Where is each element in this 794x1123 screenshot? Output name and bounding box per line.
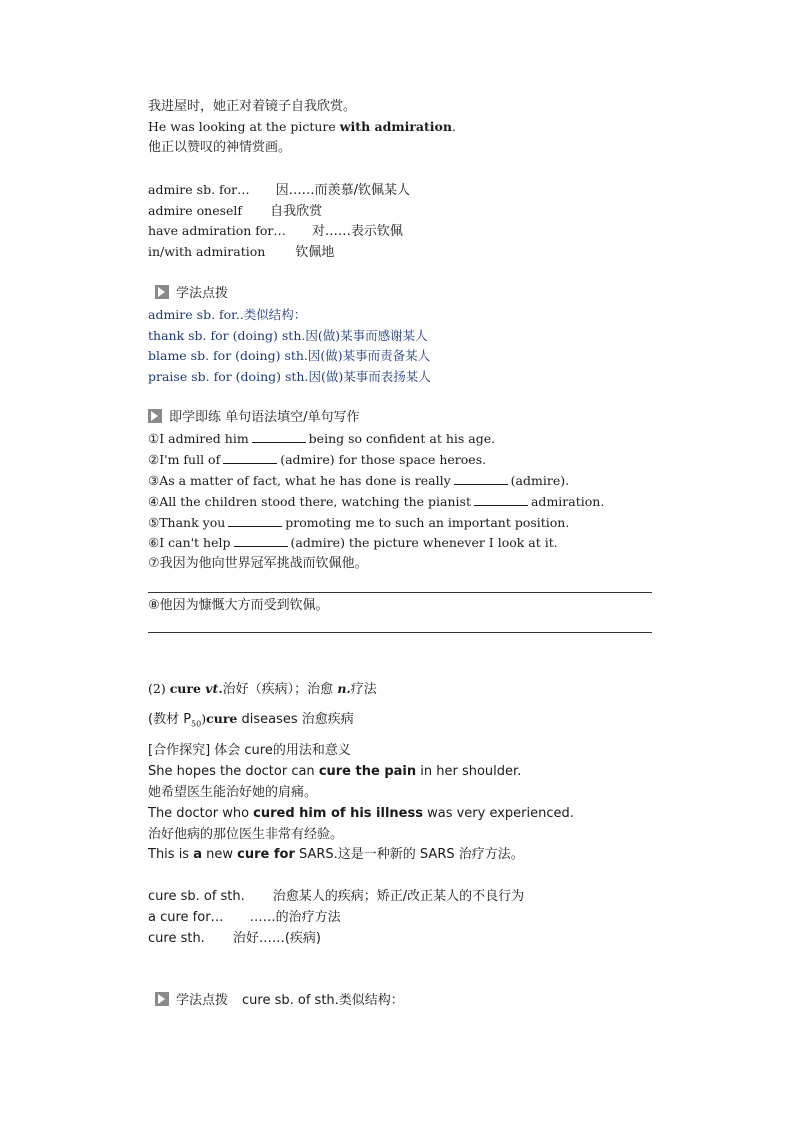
exercise-item: ⑥I can't help (admire) the picture whenever I look at it. — [148, 535, 558, 550]
arrow-marker-icon — [155, 992, 169, 1006]
explore-heading: [合作探究] 体会 cure的用法和意义 — [148, 743, 351, 758]
answer-blank[interactable] — [234, 535, 288, 547]
phrase-row: cure sth. 治好……(疾病) — [148, 931, 321, 946]
answer-blank[interactable] — [454, 473, 508, 485]
exercise-item: ④All the children stood there, watching the pianist admiration. — [148, 494, 605, 509]
textbook-source: (教材 $P_{50})cure$ diseases 治愈疾病 — [148, 711, 354, 729]
arrow-marker-icon — [155, 285, 169, 299]
phrase-row: admire oneself 自我欣赏 — [148, 203, 323, 219]
example-cn: 她希望医生能治好她的肩痛。 — [148, 785, 318, 800]
practice-heading: 即学即练 单句语法填空/单句写作 — [148, 409, 360, 427]
tip-line: admire sb. for..类似结构： — [148, 307, 307, 322]
example-en: She hopes the doctor can cure the pain in her shoulder. — [148, 764, 522, 779]
phrase-row: a cure for… ……的治疗方法 — [148, 910, 341, 925]
exercise-item: ①I admired him being so confident at his age. — [148, 431, 496, 446]
tip-line: praise sb. for (doing) sth.因(做)某事而表扬某人 — [148, 369, 431, 384]
example-en: The doctor who cured him of his illness was very experienced. — [148, 806, 574, 821]
example-en: This is a new cure for SARS.这是一种新的 SARS 治疗方法。 — [148, 847, 524, 862]
exercise-item: ③As a matter of fact, what he has done is really (admire). — [148, 473, 570, 488]
answer-blank[interactable] — [228, 515, 282, 527]
answer-blank[interactable] — [474, 494, 528, 506]
arrow-marker-icon — [148, 409, 162, 423]
phrase-row: admire sb. for… 因……而羡慕/钦佩某人 — [148, 182, 411, 198]
tip-line: thank sb. for (doing) sth.因(做)某事而感谢某人 — [148, 328, 428, 343]
example-cn: 治好他病的那位医生非常有经验。 — [148, 827, 344, 842]
exercise-item: ⑦我因为他向世界冠军挑战而钦佩他。 — [148, 556, 368, 571]
tip-heading: 学法点拨 — [155, 285, 228, 303]
exercise-item: ⑧他因为慷慨大方而受到钦佩。 — [148, 598, 329, 613]
section-heading-cure: (2) cure vt.治好（疾病）；治愈 n.疗法 — [148, 681, 377, 697]
phrase-row: in/with admiration 钦佩地 — [148, 244, 335, 260]
answer-blank[interactable] — [252, 431, 306, 443]
answer-line[interactable] — [148, 592, 652, 593]
intro-en-sentence: He was looking at the picture with admiration. — [148, 119, 456, 134]
exercise-item: ②I'm full of (admire) for those space heroes. — [148, 452, 487, 467]
intro-cn-sentence: 我进屋时，她正对着镜子自我欣赏。 — [148, 99, 357, 114]
intro-cn-translation: 他正以赞叹的神情赏画。 — [148, 140, 292, 155]
answer-line[interactable] — [148, 632, 652, 633]
phrase-row: have admiration for… 对……表示钦佩 — [148, 223, 403, 239]
exercise-item: ⑤Thank you promoting me to such an important position. — [148, 515, 570, 530]
tip-line: blame sb. for (doing) sth.因(做)某事而责备某人 — [148, 348, 431, 363]
tip-heading: 学法点拨 cure sb. of sth.类似结构： — [155, 992, 404, 1010]
answer-blank[interactable] — [223, 452, 277, 464]
phrase-row: cure sb. of sth. 治愈某人的疾病；矫正/改正某人的不良行为 — [148, 889, 525, 904]
